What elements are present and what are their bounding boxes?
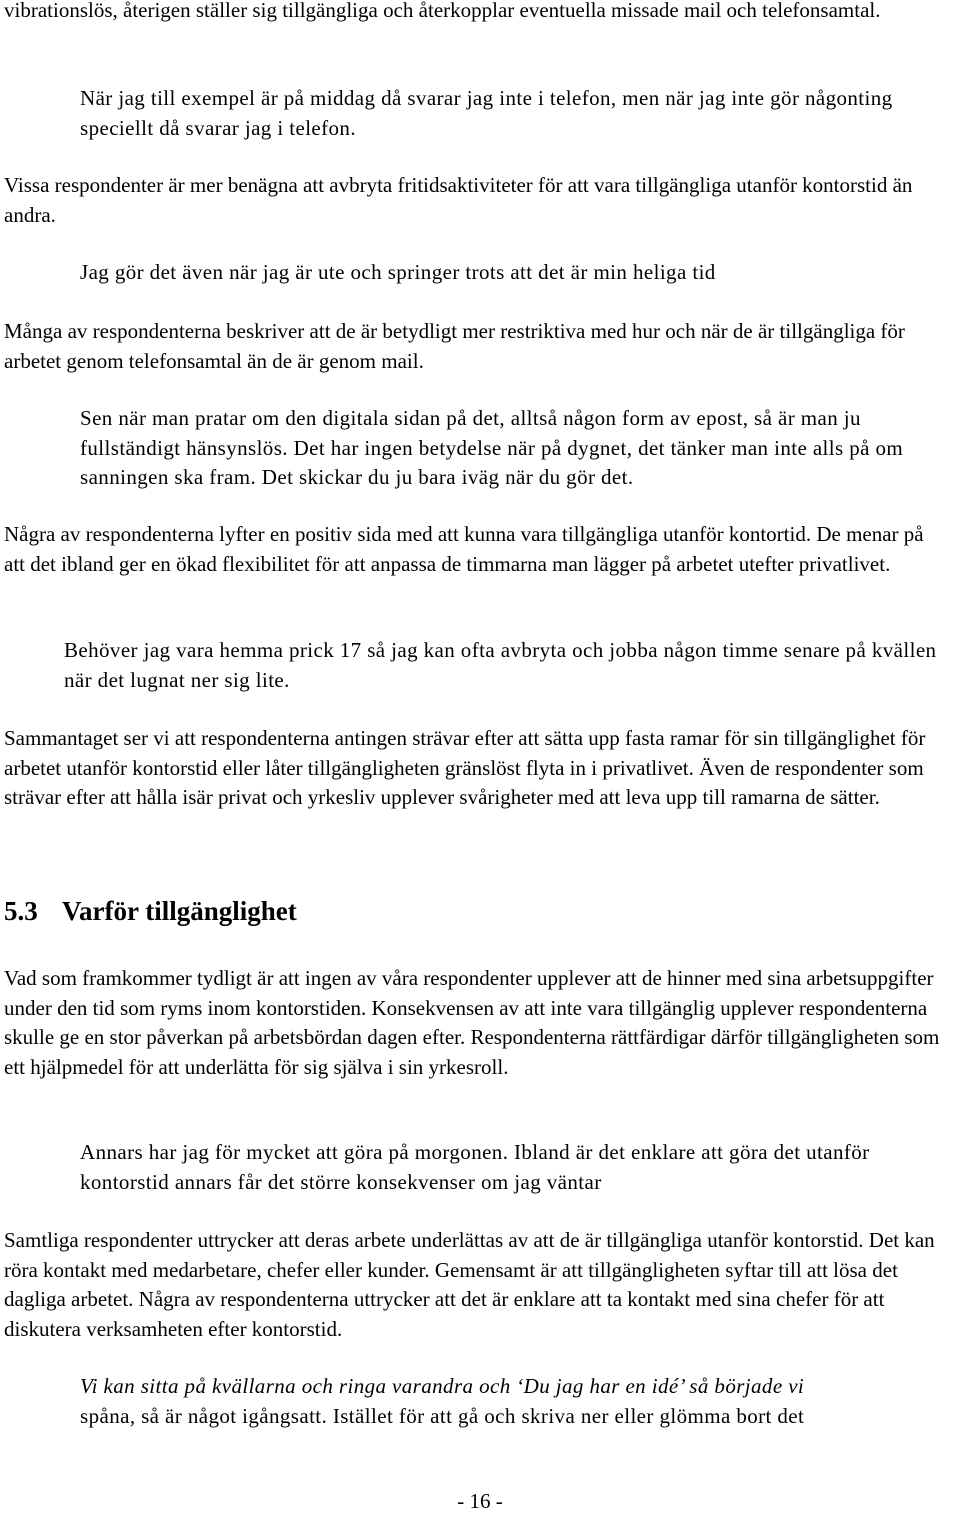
- quote-morning: Annars har jag för mycket att göra på morgonen. Ibland är det enklare att göra det utanför kontorstid annars får det större konsekvenser om jag väntar: [80, 1140, 870, 1194]
- section-title: Varför tillgänglighet: [62, 896, 297, 926]
- quote-digital: Sen när man pratar om den digitala sidan på det, alltså någon form av epost, så är man ju fullständigt hänsynslös. Det har ingen betydelse när på dygnet, det tänker man inte alls på om sanningen ska fram. Det skickar du ju bara iväg när du gör det.: [80, 406, 904, 489]
- paragraph-workload: Vad som framkommer tydligt är att ingen av våra respondenter upplever att de hinner med sina arbetsuppgifter under den tid som ryms inom kontorstiden. Konsekvensen av att inte vara tillgänglig upplever respondenterna skulle ge en stor påverkan på arbetsbördan dagen efter. Respondenterna rättfärdigar därför tillgängligheten som ett hjälpmedel för att underlätta för sig själva i sin yrkesroll.: [4, 966, 940, 1079]
- paragraph-restrictive: Många av respondenterna beskriver att de är betydligt mer restriktiva med hur och när de är tillgängliga för arbetet genom telefonsamtal än de är genom mail.: [4, 319, 905, 373]
- paragraph-summary: Sammantaget ser vi att respondenterna antingen strävar efter att sätta upp fasta ramar för sin tillgänglighet för arbetet utanför kontorstid eller låter tillgängligheten gränslöst flyta in i privatlivet. Även de respondenter som strävar efter att hålla isär privat och yrkesliv upplever svårigheter med att leva upp till ramarna de sätter.: [4, 726, 926, 809]
- paragraph-positive-side: Några av respondenterna lyfter en positiv sida med att kunna vara tillgängliga utanför kontortid. De menar på att det ibland ger en ökad flexibilitet för att anpassa de timmarna man lägger på arbetet utefter privatlivet.: [4, 522, 924, 576]
- quote-dinner: När jag till exempel är på middag då svarar jag inte i telefon, men när jag inte gör någonting speciellt då svarar jag i telefon.: [80, 86, 893, 140]
- quote-home-17: Behöver jag vara hemma prick 17 så jag kan ofta avbryta och jobba någon timme senare på kvällen när det lugnat ner sig lite.: [64, 638, 937, 692]
- paragraph-all-respondents: Samtliga respondenter uttrycker att deras arbete underlättas av att de är tillgängliga utanför kontorstid. Det kan röra kontakt med medarbetare, chefer eller kunder. Gemensamt är att tillgängligheten syftar till att lösa det dagliga arbetet. Några av respondenterna uttrycker att det är enklare att ta kontakt med sina chefer för att diskutera verksamheten efter kontorstid.: [4, 1228, 935, 1341]
- page-number: - 16 -: [457, 1489, 503, 1513]
- section-heading: [4, 893, 297, 929]
- paragraph-respondents-interrupt: Vissa respondenter är mer benägna att avbryta fritidsaktiviteter för att vara tillgängliga utanför kontorstid än andra.: [4, 173, 913, 227]
- quote-running: Jag gör det även när jag är ute och springer trots att det är min heliga tid: [80, 260, 716, 284]
- section-number: 5.3: [4, 896, 38, 926]
- quote-evenings-rest: spåna, så är något igångsatt. Istället för att gå och skriva ner eller glömma bort det: [80, 1403, 805, 1428]
- quote-evenings: [80, 1372, 955, 1431]
- paragraph-intro-continuation: vibrationslös, återigen ställer sig tillgängliga och återkopplar eventuella missade mail och telefonsamtal.: [4, 0, 881, 22]
- quote-evenings-italic: Vi kan sitta på kvällarna och ringa varandra och ‘Du jag har en idé’ så började vi: [80, 1374, 805, 1398]
